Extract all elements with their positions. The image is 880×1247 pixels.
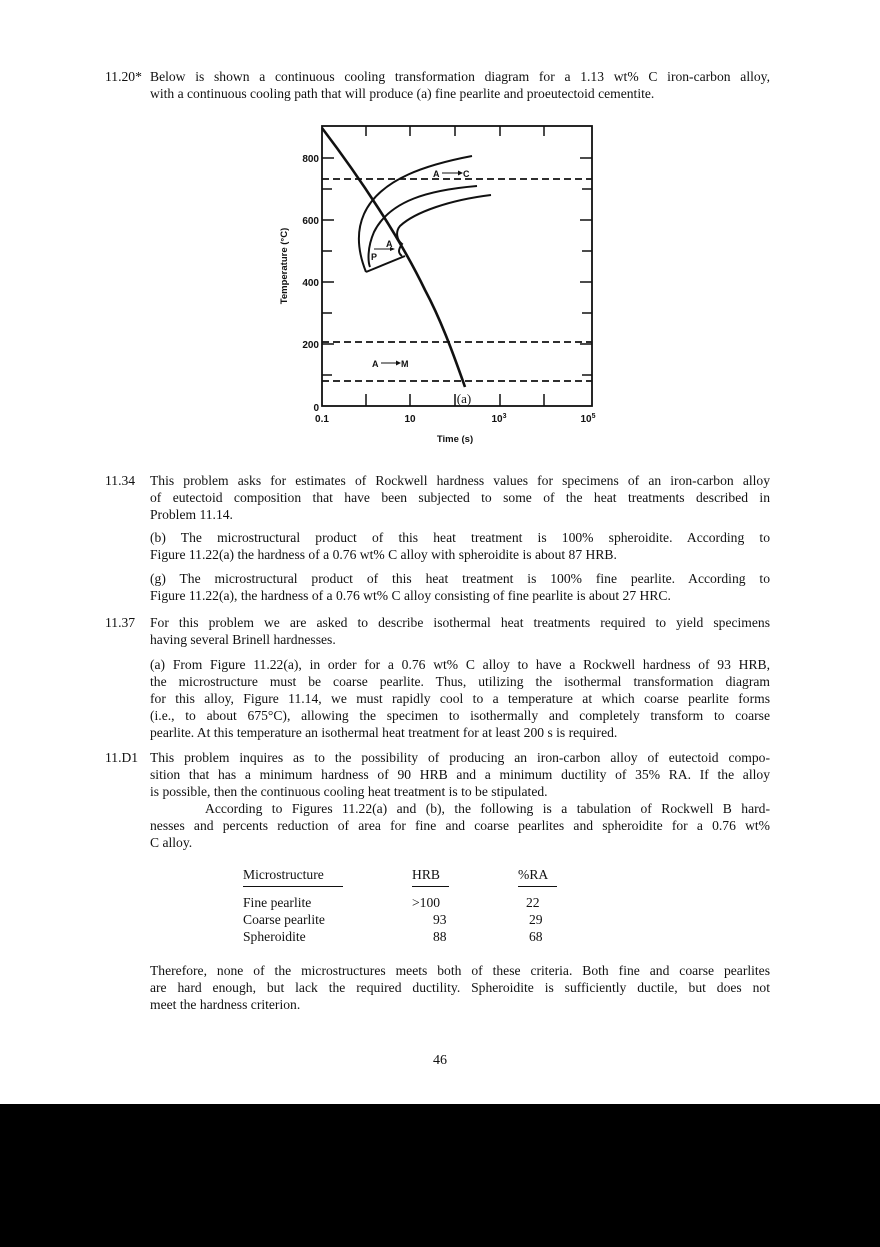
problem-11-37-part-a xyxy=(150,656,770,741)
table-cell: 88 xyxy=(433,929,447,944)
bottom-ticks xyxy=(366,394,544,406)
svg-text:0.1: 0.1 xyxy=(315,414,329,425)
svg-text:200: 200 xyxy=(302,340,319,351)
cooling-path-label: (a) xyxy=(456,391,472,406)
table-header-hrb: HRB xyxy=(412,867,440,882)
reference-lines xyxy=(322,179,592,381)
text-line: According to Figures 11.22(a) and (b), the following is a tabulation of Rockwell B hard- xyxy=(205,801,770,816)
table-cell: 29 xyxy=(529,912,543,927)
x-axis-label: Time (s) xyxy=(436,434,474,445)
text-line: the microstructure must be coarse pearlite. Thus, utilizing the isothermal transformation diagram xyxy=(150,674,770,689)
table-cell: 68 xyxy=(529,929,543,944)
top-ticks xyxy=(366,126,544,136)
problem-11-37-text xyxy=(150,614,770,648)
text-line: sition that has a minimum hardness of 90 HRB and a minimum ductility of 35% RA. If the alloy xyxy=(150,767,770,782)
table-header-microstructure: Microstructure xyxy=(243,867,324,882)
text-line: meet the hardness criterion. xyxy=(150,997,301,1012)
table-cell: Spheroidite xyxy=(243,929,306,944)
transformation-curves xyxy=(359,156,491,272)
region-labels xyxy=(371,169,470,369)
text-line: nesses and percents reduction of area for fine and coarse pearlites and spheroidite for a 0.76 wt% xyxy=(150,818,770,833)
text-line: For this problem we are asked to describe isothermal heat treatments required to yield specimens xyxy=(150,615,770,630)
text-line: Figure 11.22(a) the hardness of a 0.76 wt% C alloy with spheroidite is about 87 HRB. xyxy=(150,547,617,562)
table-cell: Fine pearlite xyxy=(243,895,312,910)
label-a-to-c: A xyxy=(433,169,440,179)
text-line: (g) The microstructural product of this heat treatment is 100% fine pearlite. According to xyxy=(150,571,770,586)
svg-text:M: M xyxy=(401,359,409,369)
svg-text:400: 400 xyxy=(302,278,319,289)
text-line: (b) The microstructural product of this heat treatment is 100% spheroidite. According to xyxy=(150,530,770,545)
table-cell: 93 xyxy=(433,912,447,927)
svg-text:800: 800 xyxy=(302,154,319,165)
problem-11-34-part-b xyxy=(150,529,770,563)
cct-diagram xyxy=(270,115,610,450)
header-underline xyxy=(518,886,557,887)
text-line: of eutectoid composition that have been subjected to some of the heat treatments described in xyxy=(150,490,770,505)
table-header-ra: %RA xyxy=(518,867,549,882)
svg-text:600: 600 xyxy=(302,216,319,227)
text-line: for this alloy, Figure 11.14, we must rapidly cool to a temperature at which coarse pearlite forms xyxy=(150,691,770,706)
text-line: is possible, then the continuous cooling heat treatment is to be stipulated. xyxy=(150,784,548,799)
text-line: This problem asks for estimates of Rockwell hardness values for specimens of an iron-carbon alloy xyxy=(150,473,770,488)
svg-text:103: $10^3$ xyxy=(491,413,507,425)
y-tick-labels xyxy=(302,154,319,414)
x-tick-labels xyxy=(315,413,596,425)
text-line: This problem inquires as to the possibility of producing an iron-carbon alloy of eutectoid compo- xyxy=(150,750,770,765)
text-line: Below is shown a continuous cooling transformation diagram for a 1.13 wt% C iron-carbon alloy, xyxy=(150,69,770,84)
header-underline xyxy=(243,886,343,887)
label-a-to-p: P xyxy=(371,252,378,262)
svg-text:C: C xyxy=(463,169,470,179)
problem-11-20-text xyxy=(150,68,770,102)
text-line: (i.e., to about 675°C), allowing the specimen to isothermally and completely transform to coarse xyxy=(150,708,770,723)
text-line: are hard enough, but lack the required ductility. Spheroidite is sufficiently ductile, but does not xyxy=(150,980,770,995)
text-line: C alloy. xyxy=(150,835,193,850)
svg-text:10: 10 xyxy=(404,414,416,425)
text-line: pearlite. At this temperature an isothermal heat treatment for at least 200 s is required. xyxy=(150,725,618,740)
text-line: with a continuous cooling path that will produce (a) fine pearlite and proeutectoid cementite. xyxy=(150,86,655,101)
label-a-to-m: A xyxy=(372,359,379,369)
y-axis-label: Temperature (°C) xyxy=(279,227,290,305)
text-line: Figure 11.22(a), the hardness of a 0.76 wt% C alloy consisting of fine pearlite is about 27 HRC. xyxy=(150,588,671,603)
svg-text:A: A xyxy=(386,239,393,249)
page-number: 46 xyxy=(433,1053,447,1068)
svg-text:105: $10^5$ xyxy=(580,413,596,425)
table-cell: Coarse pearlite xyxy=(243,912,325,927)
table-cell: 22 xyxy=(526,895,540,910)
header-underline xyxy=(412,886,449,887)
text-line: Problem 11.14. xyxy=(150,507,233,522)
problem-11-d1-conclusion xyxy=(150,962,770,1013)
text-line: Therefore, none of the microstructures meets both of these criteria. Both fine and coarse pearlites xyxy=(150,963,770,978)
problem-number-11-d1: 11.D1 xyxy=(105,750,139,765)
problem-11-34-text xyxy=(150,472,770,523)
problem-number-11-34: 11.34 xyxy=(105,473,136,488)
text-line: having several Brinell hardnesses. xyxy=(150,632,336,647)
table-cell: >100 xyxy=(412,895,441,910)
problem-number-11-37: 11.37 xyxy=(105,615,136,630)
problem-11-d1-text xyxy=(150,749,770,851)
problem-number-11-20: 11.20* xyxy=(105,69,142,84)
text-line: (a) From Figure 11.22(a), in order for a 0.76 wt% C alloy to have a Rockwell hardness of 93 HRB, xyxy=(150,657,770,672)
problem-11-34-part-g xyxy=(150,570,770,604)
cooling-path-a xyxy=(322,128,465,387)
svg-text:0: 0 xyxy=(313,403,319,414)
